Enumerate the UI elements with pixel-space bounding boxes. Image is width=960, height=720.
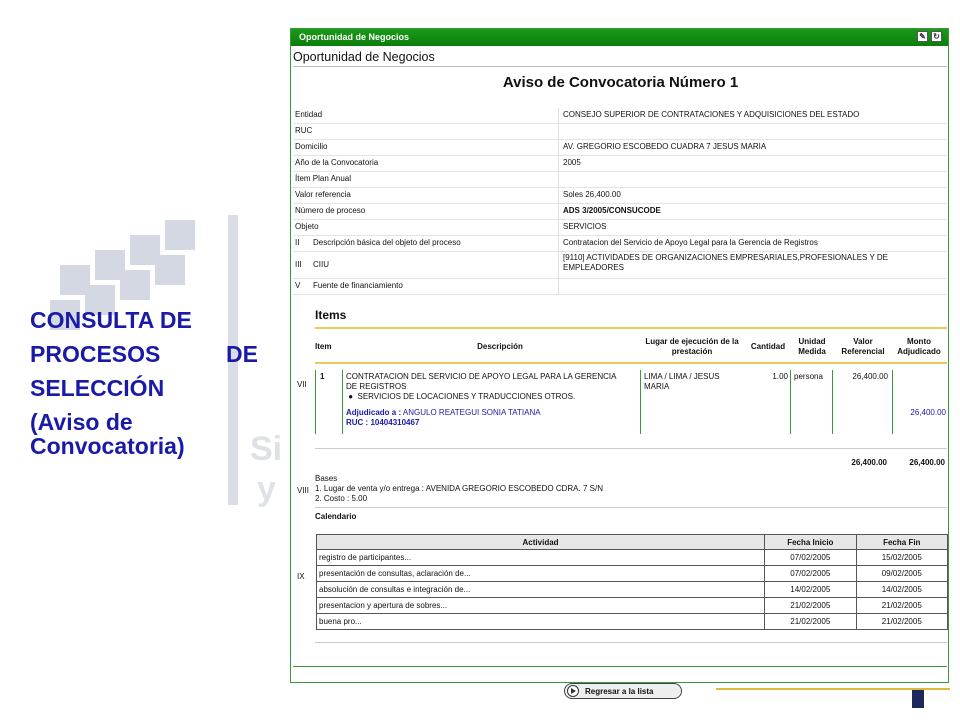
back-to-list-button[interactable]	[564, 683, 682, 699]
field-label: Valor referencia	[295, 190, 351, 199]
item-ruc	[346, 418, 419, 428]
start-date-cell: 21/02/2005	[765, 614, 856, 630]
start-date-cell: 21/02/2005	[765, 598, 856, 614]
item-bullet: ● SERVICIOS DE LOCACIONES Y TRADUCCIONES OTROS.	[346, 392, 576, 401]
ruc-value: 10404310467	[370, 418, 420, 427]
field-row	[293, 279, 947, 295]
divider	[315, 362, 947, 364]
divider	[315, 642, 947, 643]
table-row	[317, 566, 948, 582]
total-valor: 26,400.00	[851, 458, 887, 467]
notice-window	[290, 28, 949, 696]
activity-cell: absolución de consultas e integración de...	[317, 582, 765, 598]
table-row	[317, 550, 948, 566]
total-monto: 26,400.00	[909, 458, 945, 467]
field-label: Fuente de financiamiento	[313, 281, 403, 290]
table-row	[317, 598, 948, 614]
play-arrow-icon	[567, 685, 579, 697]
activity-cell: buena pro...	[317, 614, 765, 630]
window-title: Oportunidad de Negocios	[299, 32, 410, 42]
item-adjudicado	[346, 408, 636, 418]
slide-title-line: Convocatoria)	[30, 433, 185, 459]
field-value: 2005	[563, 158, 581, 167]
end-date-cell: 09/02/2005	[856, 566, 947, 582]
divider	[293, 666, 947, 667]
field-row	[293, 236, 947, 252]
background-watermark-text: Si	[250, 430, 283, 468]
end-date-cell: 14/02/2005	[856, 582, 947, 598]
bases-line: 1. Lugar de venta y/o entrega : AVENIDA GREGORIO ESCOBEDO CDRA. 7 S/N	[315, 484, 603, 493]
table-header-row	[317, 535, 948, 550]
field-row	[293, 220, 947, 236]
section-number: II	[295, 238, 300, 247]
adjudicado-value: ANGULO REATEGUI SONIA TATIANA	[402, 408, 541, 417]
window-titlebar	[291, 29, 948, 46]
field-row	[293, 252, 947, 279]
item-valor: 26,400.00	[852, 372, 888, 381]
slide-title-word: PROCESOS	[30, 341, 161, 367]
bases-section	[315, 474, 603, 504]
back-button-label: Regresar a la lista	[585, 686, 654, 696]
adjudicado-label: Adjudicado a :	[346, 408, 402, 417]
divider	[315, 507, 947, 508]
item-monto: 26,400.00	[910, 408, 946, 417]
divider	[315, 448, 947, 449]
field-row	[293, 140, 947, 156]
table-row	[315, 370, 948, 434]
end-date-cell: 21/02/2005	[856, 614, 947, 630]
field-label: Domicilio	[295, 142, 328, 151]
start-date-cell: 14/02/2005	[765, 582, 856, 598]
field-label: Objeto	[295, 222, 319, 231]
field-row	[293, 108, 947, 124]
field-value: CONSEJO SUPERIOR DE CONTRATACIONES Y ADQUISICIONES DEL ESTADO	[563, 110, 860, 119]
start-date-cell: 07/02/2005	[765, 566, 856, 582]
calendar-table	[316, 534, 948, 630]
column-header: Cantidad	[750, 342, 786, 351]
field-row	[293, 124, 947, 140]
section-number: VII	[297, 380, 307, 389]
start-date-cell: 07/02/2005	[765, 550, 856, 566]
activity-cell: presentación de consultas, aclaración de...	[317, 566, 765, 582]
column-header: Fecha Inicio	[765, 535, 856, 550]
notice-title: Aviso de Convocatoria Número 1	[502, 74, 739, 91]
field-value: ADS 3/2005/CONSUCODE	[563, 206, 661, 215]
item-description: CONTRATACION DEL SERVICIO DE APOYO LEGAL PARA LA GERENCIA DE REGISTROS	[346, 372, 617, 391]
window-body	[291, 46, 948, 696]
field-row	[293, 172, 947, 188]
items-table	[315, 330, 947, 430]
bases-title: Bases	[315, 474, 338, 483]
item-unidad: persona	[794, 372, 823, 381]
ruc-label: RUC :	[346, 418, 369, 427]
section-number: IX	[297, 572, 305, 581]
slide-title	[30, 303, 265, 457]
field-label: Número de proceso	[295, 206, 366, 215]
slide-title-line: CONSULTA DE	[30, 307, 192, 333]
item-lugar: LIMA / LIMA / JESUS MARIA	[644, 372, 720, 391]
item-bullet-text: SERVICIOS DE LOCACIONES Y TRADUCCIONES OTROS.	[357, 392, 576, 401]
field-row	[293, 204, 947, 220]
field-row	[293, 188, 947, 204]
field-value: SERVICIOS	[563, 222, 607, 231]
end-date-cell: 15/02/2005	[856, 550, 947, 566]
section-number: VIII	[297, 486, 310, 495]
field-label: Entidad	[295, 110, 323, 119]
background-watermark-text: y	[257, 470, 276, 508]
page-heading: Oportunidad de Negocios	[293, 50, 435, 64]
field-value: AV. GREGORIO ESCOBEDO CUADRA 7 JESUS MARIA	[563, 142, 767, 151]
column-header: Actividad	[317, 535, 765, 550]
item-cantidad: 1.00	[772, 372, 788, 381]
column-header: Fecha Fin	[856, 535, 947, 550]
activity-cell: presentacion y apertura de sobres...	[317, 598, 765, 614]
field-value: Contratacion del Servicio de Apoyo Legal para la Gerencia de Registros	[563, 238, 818, 247]
slide-title-line	[30, 337, 258, 371]
items-section-title: Items	[315, 308, 347, 322]
slide-title-word: DE	[226, 341, 258, 367]
table-row	[317, 614, 948, 630]
field-label: RUC	[295, 126, 313, 135]
bases-line: 2. Costo : 5.00	[315, 494, 368, 503]
edit-icon[interactable]: ✎	[917, 31, 928, 42]
field-value: Soles 26,400.00	[563, 190, 621, 199]
field-value: [9110] ACTIVIDADES DE ORGANIZACIONES EMPRESARIALES,PROFESIONALES Y DE EMPLEADORES	[563, 253, 888, 272]
section-number: III	[295, 260, 302, 269]
column-header: Monto Adjudicado	[897, 337, 941, 356]
field-label: CIIU	[313, 260, 329, 269]
column-header: Descripción	[477, 342, 523, 351]
column-header: Item	[315, 342, 332, 351]
item-number: 1	[320, 372, 325, 381]
calendar-title: Calendario	[315, 512, 357, 521]
field-label: Ítem Plan Anual	[295, 174, 352, 183]
window-icons	[917, 31, 942, 42]
slide-title-line: SELECCIÓN	[30, 375, 165, 401]
table-row	[317, 582, 948, 598]
activity-cell: registro de participantes...	[317, 550, 765, 566]
divider	[293, 66, 947, 67]
decorative-block	[912, 690, 924, 708]
column-header: Valor Referencial	[841, 337, 885, 356]
column-header: Unidad Medida	[798, 337, 826, 356]
divider	[315, 327, 947, 329]
column-header: Lugar de ejecución de la prestación	[645, 337, 739, 356]
field-label: Descripción básica del objeto del proceso	[313, 238, 461, 247]
slide-title-line: (Aviso de	[30, 409, 133, 435]
section-number: V	[295, 281, 301, 290]
field-row	[293, 156, 947, 172]
end-date-cell: 21/02/2005	[856, 598, 947, 614]
field-label: Año de la Convocatoria	[295, 158, 379, 167]
refresh-icon[interactable]: ↻	[931, 31, 942, 42]
